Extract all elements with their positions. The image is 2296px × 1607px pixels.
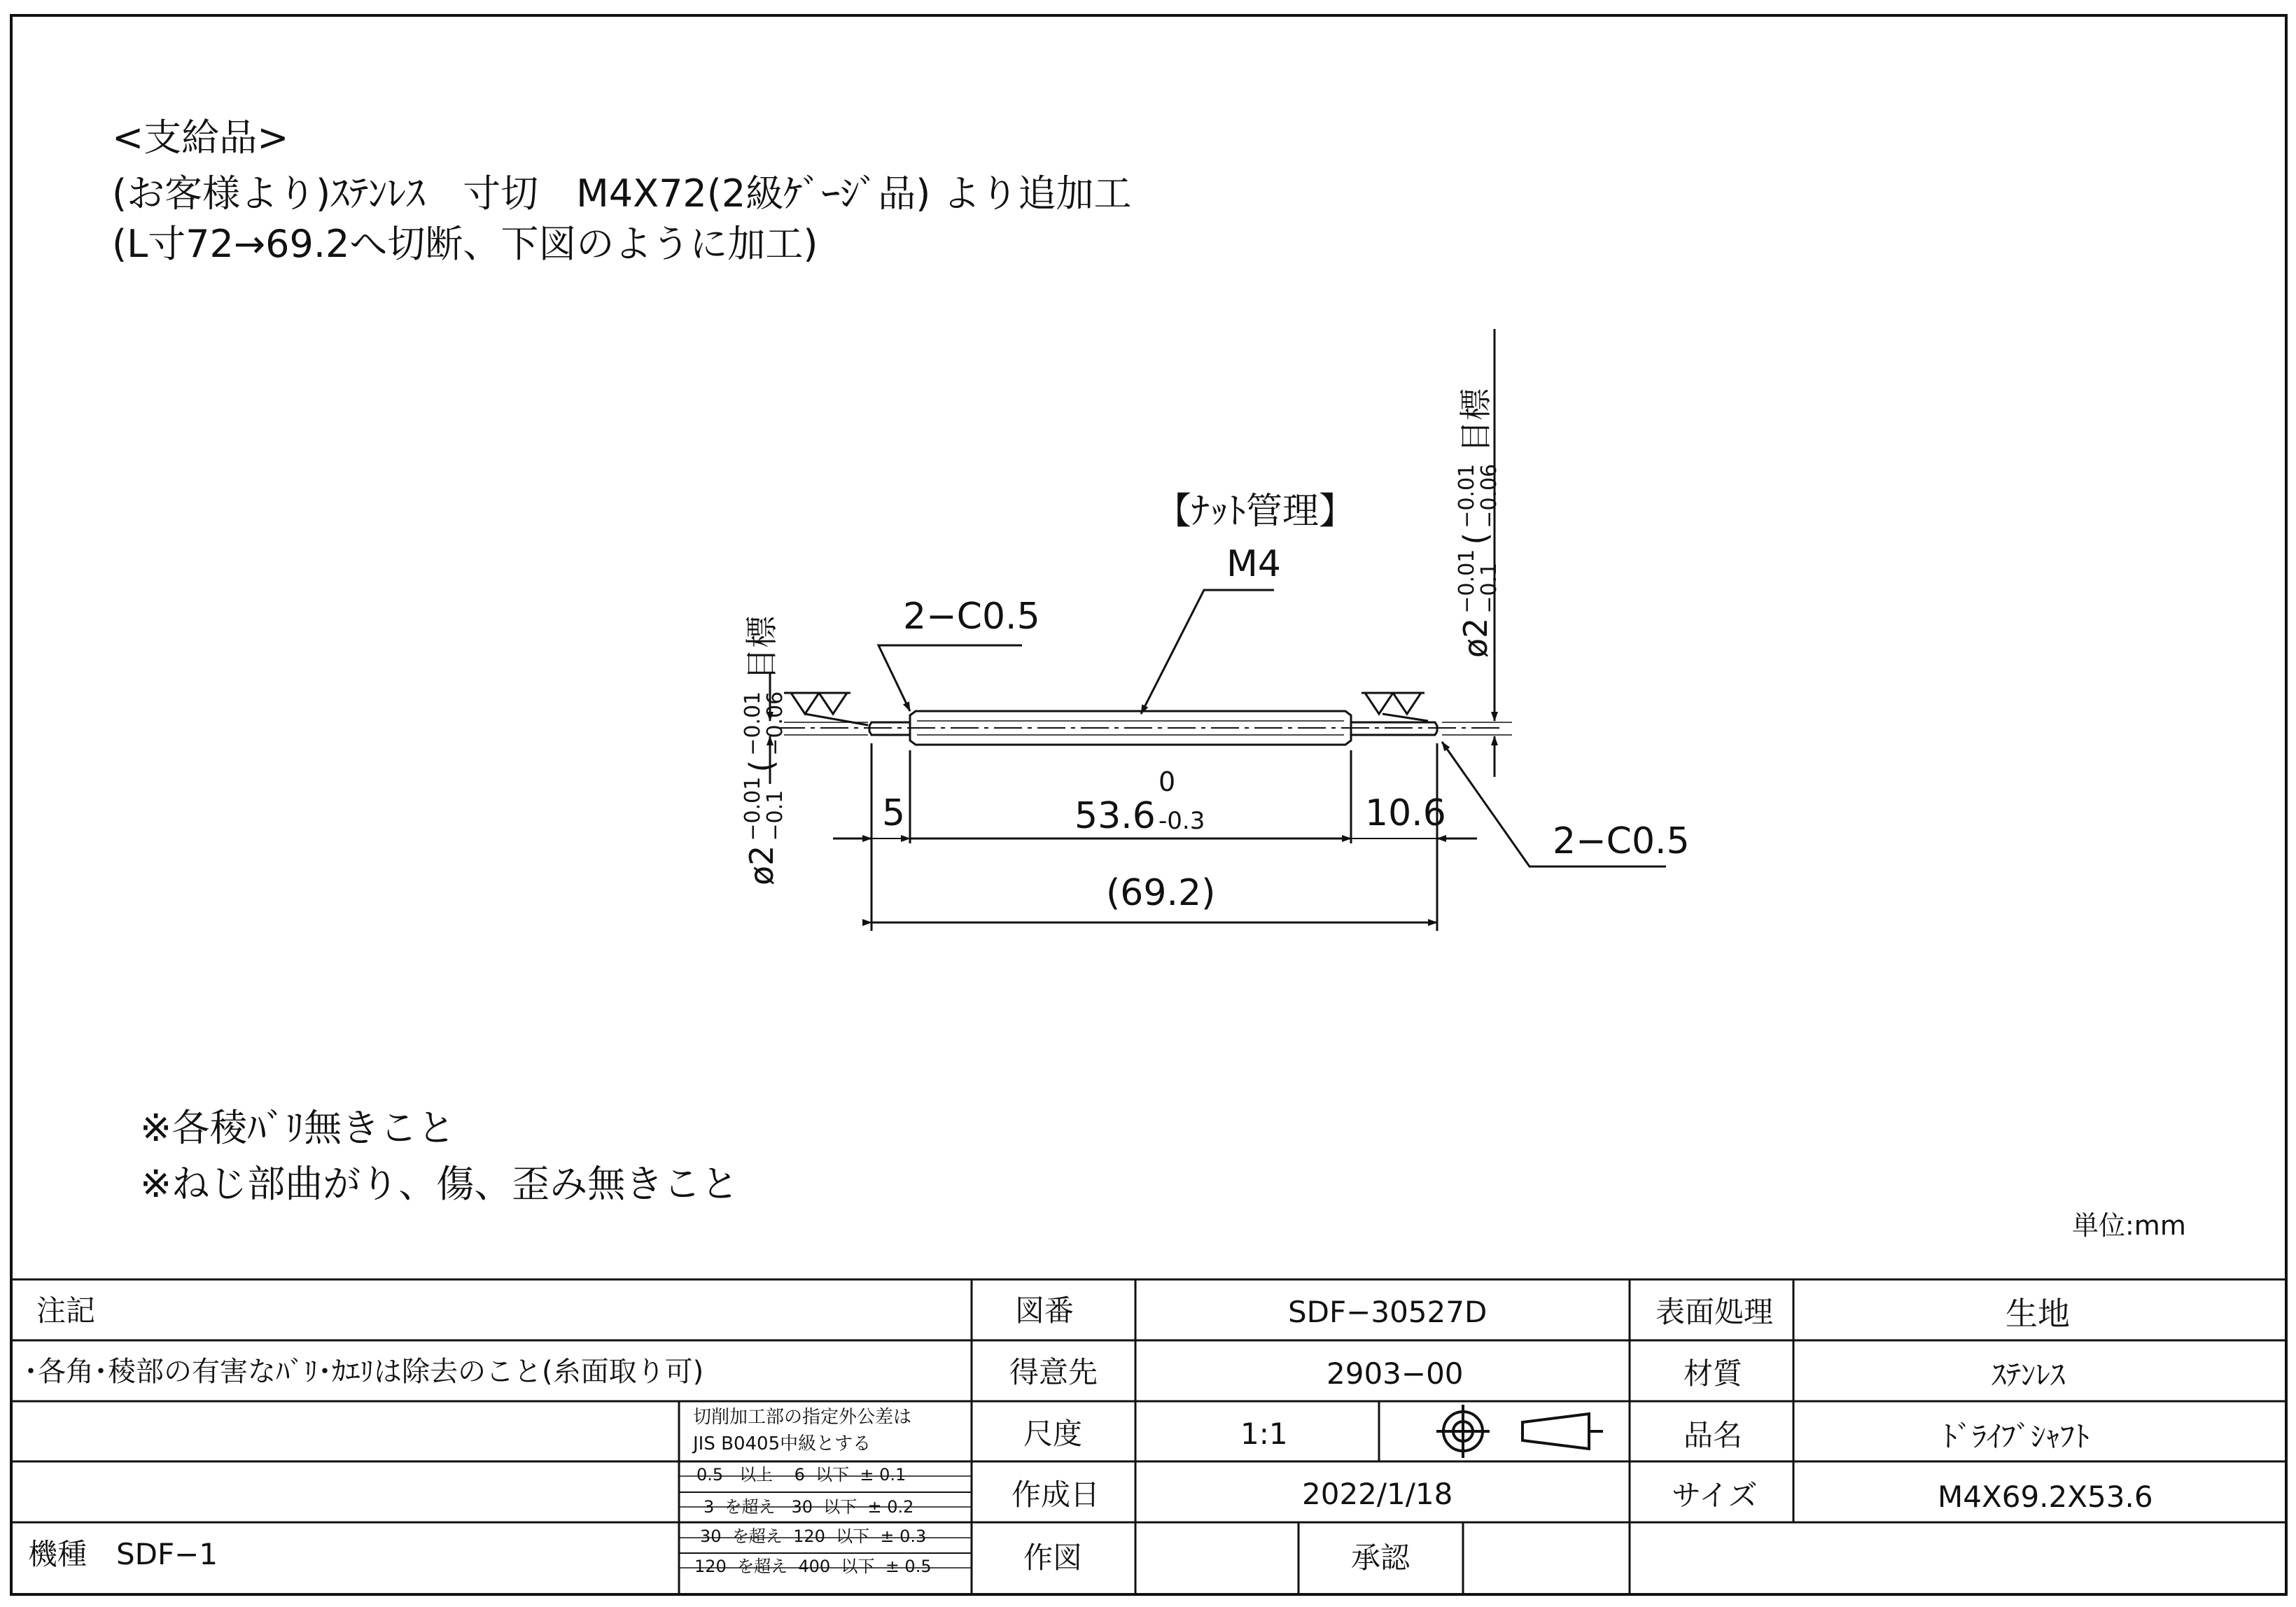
- dim-total: (69.2): [1106, 872, 1216, 914]
- left-dia-lower: −0.1: [762, 790, 788, 841]
- left-dia-target-word: 目標: [743, 615, 780, 680]
- left-dia-base: ø2: [743, 845, 780, 885]
- remark-line-1: ※各稜ﾊﾞﾘ無きこと: [140, 1106, 456, 1150]
- unit-label: 単位:mm: [2072, 1210, 2186, 1241]
- right-dia-upper: −0.01: [1455, 549, 1479, 614]
- tolerance-row-2: 3 を超え 30 以下 ± 0.2: [704, 1497, 914, 1517]
- dim-left: 5: [882, 792, 906, 834]
- left-dia-target-lower: −0.06: [762, 691, 788, 756]
- material-label: 材質: [1684, 1356, 1743, 1391]
- part-name-label: 品名: [1684, 1418, 1743, 1452]
- surface: 生地: [2005, 1295, 2070, 1333]
- left-dia-target-upper: −0.01: [741, 691, 765, 756]
- right-dia-open: (: [1457, 532, 1494, 545]
- chamfer-right: 2−C0.5: [1553, 820, 1690, 862]
- tolerance-row-4: 120 を超え 400 以下 ± 0.5: [694, 1557, 932, 1576]
- supply-line-1: (お客様より)ｽﾃﾝﾚｽ 寸切 M4X72(2級ｹﾞｰｼﾞ品) より追加工: [112, 171, 1132, 216]
- right-dia-base: ø2: [1457, 617, 1494, 658]
- notes-body: ･各角･稜部の有害なﾊﾞﾘ･ｶｴﾘは除去のこと(糸面取り可): [24, 1356, 704, 1388]
- tolerance-row-3: 30 を超え 120 以下 ± 0.3: [700, 1527, 927, 1546]
- tolerance-header-2: JIS B0405中級とする: [693, 1433, 872, 1454]
- date: 2022/1/18: [1302, 1477, 1453, 1511]
- remark-line-2: ※ねじ部曲がり、傷、歪み無きこと: [140, 1162, 739, 1206]
- projection-symbol: [1436, 1405, 1603, 1458]
- drawing-no: SDF−30527D: [1288, 1295, 1488, 1329]
- model: 機種 SDF−1: [28, 1537, 218, 1571]
- right-dia-lower: −0.1: [1476, 562, 1502, 614]
- drawn-label: 作図: [1023, 1541, 1083, 1575]
- part-name: ﾄﾞﾗｲﾌﾞｼｬﾌﾄ: [1942, 1419, 2090, 1454]
- tolerance-header-1: 切削加工部の指定外公差は: [693, 1407, 912, 1428]
- drawing-no-label: 図番: [1015, 1293, 1074, 1328]
- nut-control-label: 【ﾅｯﾄ管理】: [1155, 491, 1356, 533]
- dim-right: 10.6: [1365, 792, 1446, 834]
- approved-label: 承認: [1351, 1541, 1410, 1575]
- left-dia-open: (: [743, 759, 780, 773]
- supply-title: <支給品>: [112, 115, 289, 160]
- scale-label: 尺度: [1023, 1417, 1083, 1451]
- right-dia-target-upper: −0.01: [1455, 463, 1479, 528]
- dim-center-lower-tol: -0.3: [1158, 807, 1205, 835]
- thread-size: M4: [1226, 543, 1281, 585]
- size: M4X69.2X53.6: [1938, 1480, 2153, 1514]
- dim-center-upper-tol: 0: [1158, 766, 1176, 797]
- chamfer-left: 2−C0.5: [903, 596, 1040, 638]
- material: ｽﾃﾝﾚｽ: [1991, 1358, 2066, 1392]
- right-dia-target-word: 目標: [1457, 388, 1494, 453]
- notes-header: 注記: [36, 1293, 96, 1328]
- tolerance-row-1: 0.5 以上 6 以下 ± 0.1: [696, 1465, 906, 1485]
- supply-line-2: (L寸72→69.2へ切断、下図のように加工): [112, 222, 818, 266]
- dim-center-main: 53.6: [1074, 795, 1156, 837]
- scale: 1:1: [1240, 1417, 1288, 1451]
- right-dia-target-lower: −0.06: [1476, 463, 1502, 528]
- size-label: サイズ: [1672, 1478, 1758, 1513]
- customer-label: 得意先: [1009, 1355, 1098, 1389]
- left-dia-upper: −0.01: [741, 776, 765, 841]
- date-label: 作成日: [1011, 1478, 1100, 1512]
- customer: 2903−00: [1326, 1356, 1464, 1391]
- surface-label: 表面処理: [1656, 1295, 1774, 1329]
